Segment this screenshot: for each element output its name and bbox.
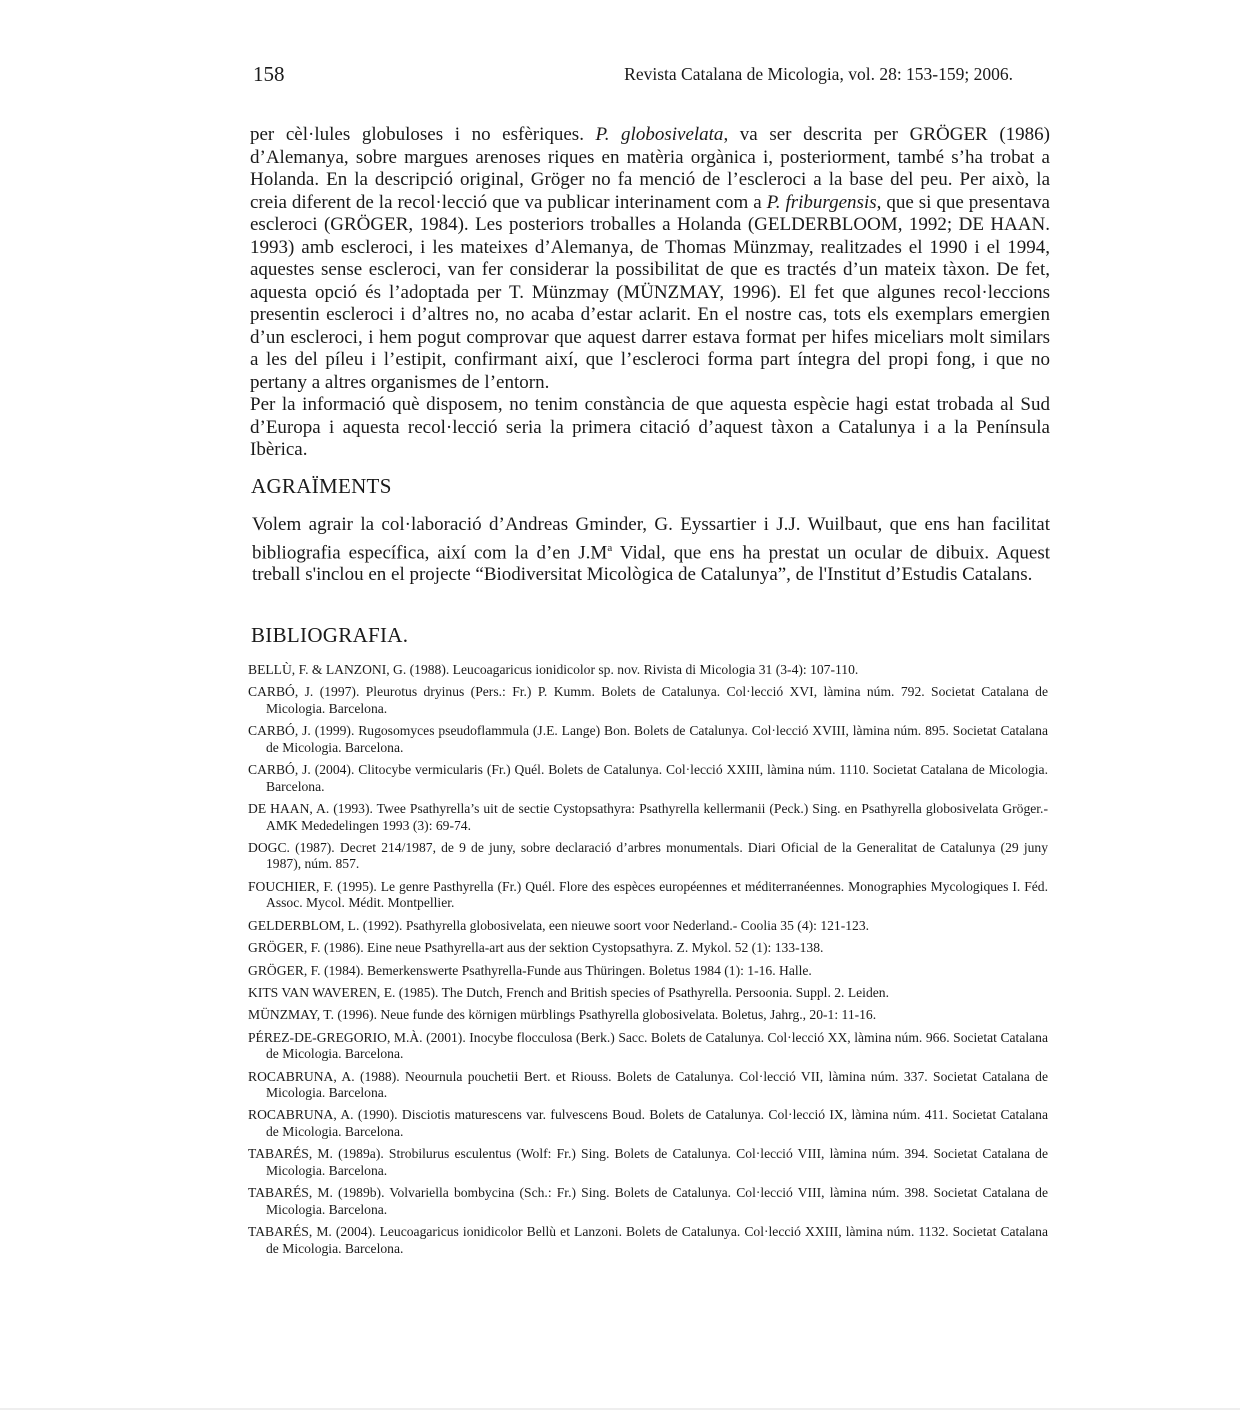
bibliography-entry: DE HAAN, A. (1993). Twee Psathyrella’s uit de sectie Cystopsathyra: Psathyrella kellermanii (Peck.) Sing. en Psathyrella globosivelata Gröger.- AMK Mededelingen 1993 (3): 69-74. (248, 801, 1048, 833)
bibliography-entry: GRÖGER, F. (1984). Bemerkenswerte Psathyrella-Funde aus Thüringen. Boletus 1984 (1): 1-16. Halle. (248, 962, 812, 978)
bibliography-entry: TABARÉS, M. (2004). Leucoagaricus ionidicolor Bellù et Lanzoni. Bolets de Catalunya. Col·lecció XXIII, làmina núm. 1132. Societat Catalana de Micologia. Barcelona. (248, 1224, 1048, 1256)
bibliography-entry: GRÖGER, F. (1986). Eine neue Psathyrella-art aus der sektion Cystopsathyra. Z. Mykol. 52 (1): 133-138. (248, 940, 824, 956)
journal-citation: Revista Catalana de Micologia, vol. 28: 153-159; 2006. (624, 64, 1013, 84)
acknowledgements-text: Volem agrair la col·laboració d’Andreas Gminder, G. Eyssartier i J.J. Wuilbaut, que ens han facilitat bibliografia específica, així com la d’en $J.M^a$ Vidal, que ens ha prestat un ocular de dibuix. Aquest treball s'inclou en el projecte “Biodiversitat Micològica de Catalunya”, de l'Institut d’Estudis Catalans. (252, 514, 1050, 586)
body-paragraph-2: Per la informació què disposem, no tenim constància de que aquesta espècie hagi estat trobada al Sud d’Europa i aquesta recol·lecció seria la primera citació d’aquest tàxon a Catalunya i a la Península Ibèrica. (250, 394, 1050, 460)
bibliography-entry: ROCABRUNA, A. (1990). Disciotis maturescens var. fulvescens Boud. Bolets de Catalunya. Col·lecció IX, làmina núm. 411. Societat Catalana de Micologia. Barcelona. (248, 1107, 1048, 1139)
body-paragraph-1: per cèl·lules globuloses i no esfèriques. P. globosivelata, va ser descrita per GRÖGER (1986) d’Alemanya, sobre margues arenoses riques en matèria orgànica i, posteriorment, també s’ha trobat a Holanda. En la descripció original, Gröger no fa menció de l’escleroci a la base del peu. Per això, la creia diferent de la recol·lecció que va publicar interinament com a P. friburgensis, que si que presentava escleroci (GRÖGER, 1984). Les posteriors troballes a Holanda (GELDERBLOOM, 1992; DE HAAN. 1993) amb escleroci, i les mateixes d’Alemanya, de Thomas Münzmay, realitzades el 1990 i el 1994, aquestes sense escleroci, van fer considerar la possibilitat de que es tractés d’un mateix tàxon. De fet, aquesta opció és l’adoptada per T. Münzmay (MÜNZMAY, 1996). El fet que algunes recol·leccions presentin escleroci i d’altres no, no acaba d’estar aclarit. En el nostre cas, tots els exemplars emergien d’un escleroci, i hem pogut comprovar que aquest darrer estava format per hifes miceliars molt similars a les del píleu i l’estipit, confirmant així, que l’escleroci forma part íntegra del propi fong, i que no pertany a altres organismes de l’entorn. (250, 124, 1050, 393)
bibliography-entry: GELDERBLOM, L. (1992). Psathyrella globosivelata, een nieuwe soort voor Nederland.- Coolia 35 (4): 121-123. (248, 917, 870, 933)
acknowledgements-heading: AGRAÏMENTS (251, 474, 392, 498)
bibliography-entry: FOUCHIER, F. (1995). Le genre Pasthyrella (Fr.) Quél. Flore des espèces européennes et méditerranéennes. Monographies Mycologiques I. Féd. Assoc. Mycol. Médit. Montpellier. (248, 878, 1048, 911)
bibliography-entry: BELLÙ, F. & LANZONI, G. (1988). Leucoagaricus ionidicolor sp. nov. Rivista di Micologia 31 (3-4): 107-110. (248, 662, 859, 677)
bibliography-entry: CARBÓ, J. (1997). Pleurotus dryinus (Pers.: Fr.) P. Kumm. Bolets de Catalunya. Col·lecció XVI, làmina núm. 792. Societat Catalana de Micologia. Barcelona. (248, 684, 1048, 716)
bibliography-heading: BIBLIOGRAFIA. (251, 623, 409, 647)
bibliography-entry: ROCABRUNA, A. (1988). Neournula pouchetii Bert. et Riouss. Bolets de Catalunya. Col·lecció VII, làmina núm. 337. Societat Catalana de Micologia. Barcelona. (248, 1068, 1048, 1101)
species-name: P. friburgensis (766, 191, 877, 213)
page-number: 158 (253, 62, 285, 86)
body-text (250, 124, 1050, 462)
species-name: P. globosivelata (595, 124, 724, 145)
bibliography-list (248, 662, 1048, 1263)
bibliography-entry: PÉREZ-DE-GREGORIO, M.À. (2001). Inocybe flocculosa (Berk.) Sacc. Bolets de Catalunya. Col·lecció XX, làmina núm. 966. Societat Catalana de Micologia. Barcelona. (248, 1029, 1048, 1062)
page-bottom-edge (0, 1408, 1240, 1410)
bibliography-entry: TABARÉS, M. (1989b). Volvariella bombycina (Sch.: Fr.) Sing. Bolets de Catalunya. Col·lecció VIII, làmina núm. 398. Societat Catalana de Micologia. Barcelona. (248, 1185, 1048, 1217)
page-header (253, 62, 1013, 88)
bibliography-entry: DOGC. (1987). Decret 214/1987, de 9 de juny, sobre declaració d’arbres monumentals. Diari Oficial de la Generalitat de Catalunya (29 juny 1987), núm. 857. (248, 839, 1048, 872)
bibliography-entry: MÜNZMAY, T. (1996). Neue funde des körnigen mürblings Psathyrella globosivelata. Boletus, Jahrg., 20-1: 11-16. (248, 1007, 877, 1023)
bibliography-entry: KITS VAN WAVEREN, E. (1985). The Dutch, French and British species of Psathyrella. Persoonia. Suppl. 2. Leiden. (248, 984, 889, 1000)
bibliography-entry: TABARÉS, M. (1989a). Strobilurus esculentus (Wolf: Fr.) Sing. Bolets de Catalunya. Col·lecció VIII, làmina núm. 394. Societat Catalana de Micologia. Barcelona. (248, 1146, 1048, 1178)
bibliography-entry: CARBÓ, J. (1999). Rugosomyces pseudoflammula (J.E. Lange) Bon. Bolets de Catalunya. Col·lecció XVIII, làmina núm. 895. Societat Catalana de Micologia. Barcelona. (248, 723, 1048, 755)
bibliography-entry: CARBÓ, J. (2004). Clitocybe vermicularis (Fr.) Quél. Bolets de Catalunya. Col·lecció XXIII, làmina núm. 1110. Societat Catalana de Micologia. Barcelona. (248, 762, 1048, 794)
